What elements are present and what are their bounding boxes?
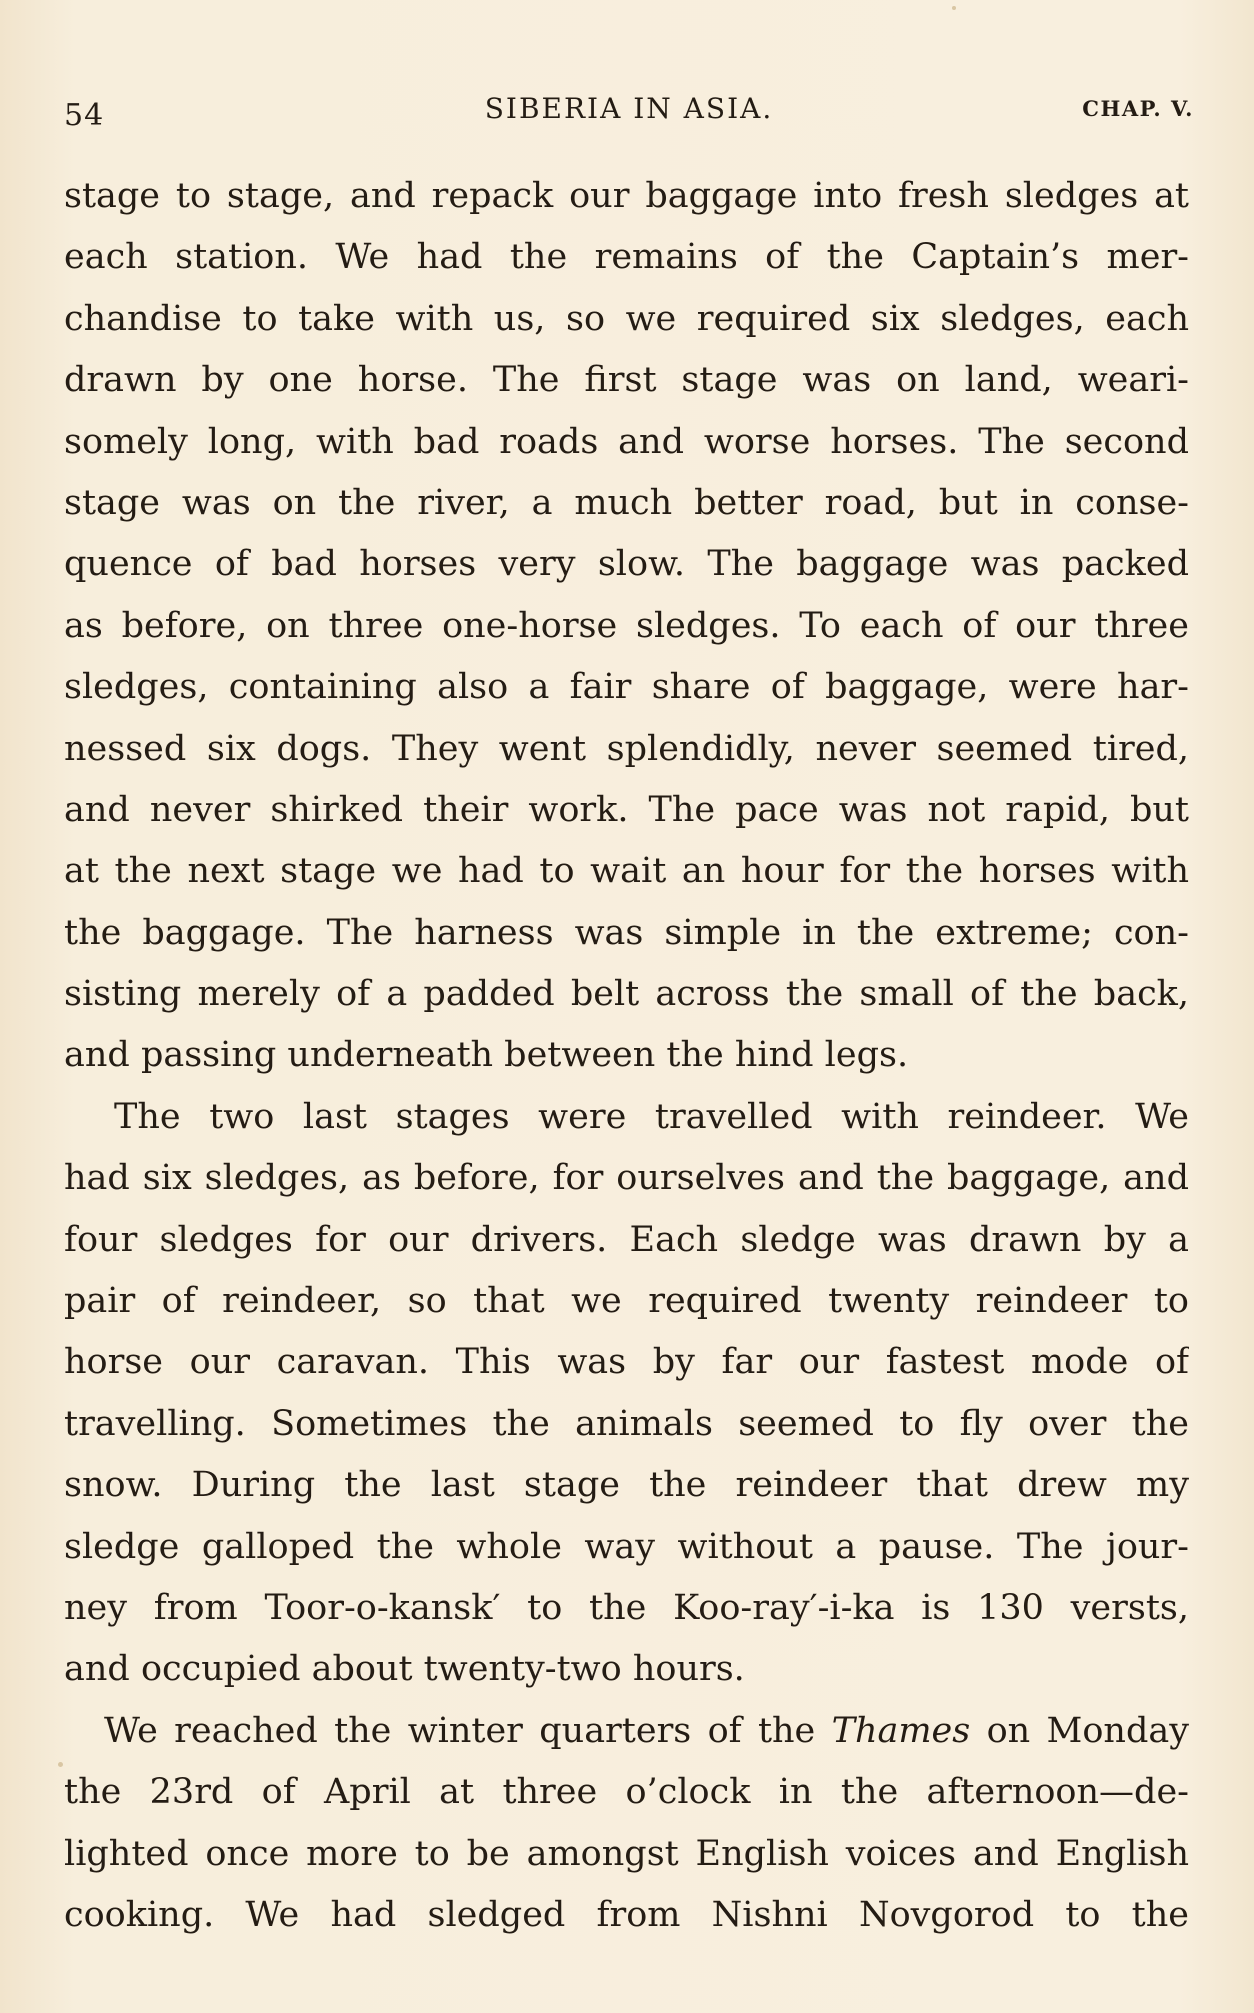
text-line: the baggage. The harness was simple in the extreme; con-	[64, 912, 1189, 953]
text-line: ney from Toor-o-kansk′ to the Koo-ray′-i-ka is 130 versts,	[64, 1587, 1189, 1628]
text-line: stage was on the river, a much better road, but in conse-	[64, 482, 1189, 523]
text-line: travelling. Sometimes the animals seemed to fly over the	[64, 1403, 1189, 1444]
text-line: snow. During the last stage the reindeer that drew my	[64, 1465, 1189, 1506]
page-number: 54	[64, 98, 105, 133]
running-title: SIBERIA IN ASIA.	[484, 92, 774, 125]
text-line: sledge galloped the whole way without a pause. The jour-	[64, 1526, 1189, 1567]
body-text	[64, 166, 1189, 1946]
text-line: the 23rd of April at three o’clock in the afternoon—de-	[64, 1772, 1189, 1813]
text-line: lighted once more to be amongst English voices and English	[64, 1833, 1189, 1874]
text-line: each station. We had the remains of the Captain’s mer-	[64, 237, 1189, 278]
text-line: at the next stage we had to wait an hour for the horses with	[64, 851, 1189, 892]
text-line: and never shirked their work. The pace was not rapid, but	[64, 789, 1189, 830]
text-line: sledges, containing also a fair share of baggage, were har-	[64, 667, 1189, 708]
running-head	[64, 92, 1194, 136]
ship-name: Thames	[831, 1710, 971, 1751]
text-line: stage to stage, and repack our baggage into fresh sledges at	[64, 176, 1189, 216]
text-line: horse our caravan. This was by far our fastest mode of	[64, 1342, 1189, 1383]
text-line: quence of bad horses very slow. The baggage was packed	[64, 544, 1189, 585]
paragraph-end-line: and occupied about twenty-two hours.	[64, 1649, 745, 1690]
text-line: four sledges for our drivers. Each sledge was drawn by a	[64, 1219, 1189, 1260]
text-fragment: We reached the winter quarters of the	[104, 1710, 832, 1751]
paragraph-start-line	[64, 1701, 1189, 1762]
paper-speck	[952, 6, 956, 10]
paragraph-end-line: and passing underneath between the hind legs.	[64, 1035, 909, 1076]
paragraph-start-line: The two last stages were travelled with reindeer. We	[114, 1096, 1189, 1137]
text-line: pair of reindeer, so that we required twenty reindeer to	[64, 1281, 1189, 1322]
text-line: had six sledges, as before, for ourselves and the baggage, and	[64, 1158, 1189, 1199]
chapter-reference: CHAP. V.	[1082, 96, 1194, 121]
text-line: somely long, with bad roads and worse horses. The second	[64, 421, 1189, 462]
text-line: nessed six dogs. They went splendidly, never seemed tired,	[64, 728, 1189, 769]
text-fragment: on Monday	[970, 1710, 1189, 1751]
paper-speck	[58, 1762, 63, 1767]
text-line: sisting merely of a padded belt across the small of the back,	[64, 974, 1189, 1015]
text-line: chandise to take with us, so we required six sledges, each	[64, 298, 1189, 339]
text-line: as before, on three one-horse sledges. To each of our three	[64, 605, 1189, 646]
text-line: drawn by one horse. The first stage was on land, weari-	[64, 360, 1189, 401]
text-line: cooking. We had sledged from Nishni Novgorod to the	[64, 1894, 1189, 1935]
